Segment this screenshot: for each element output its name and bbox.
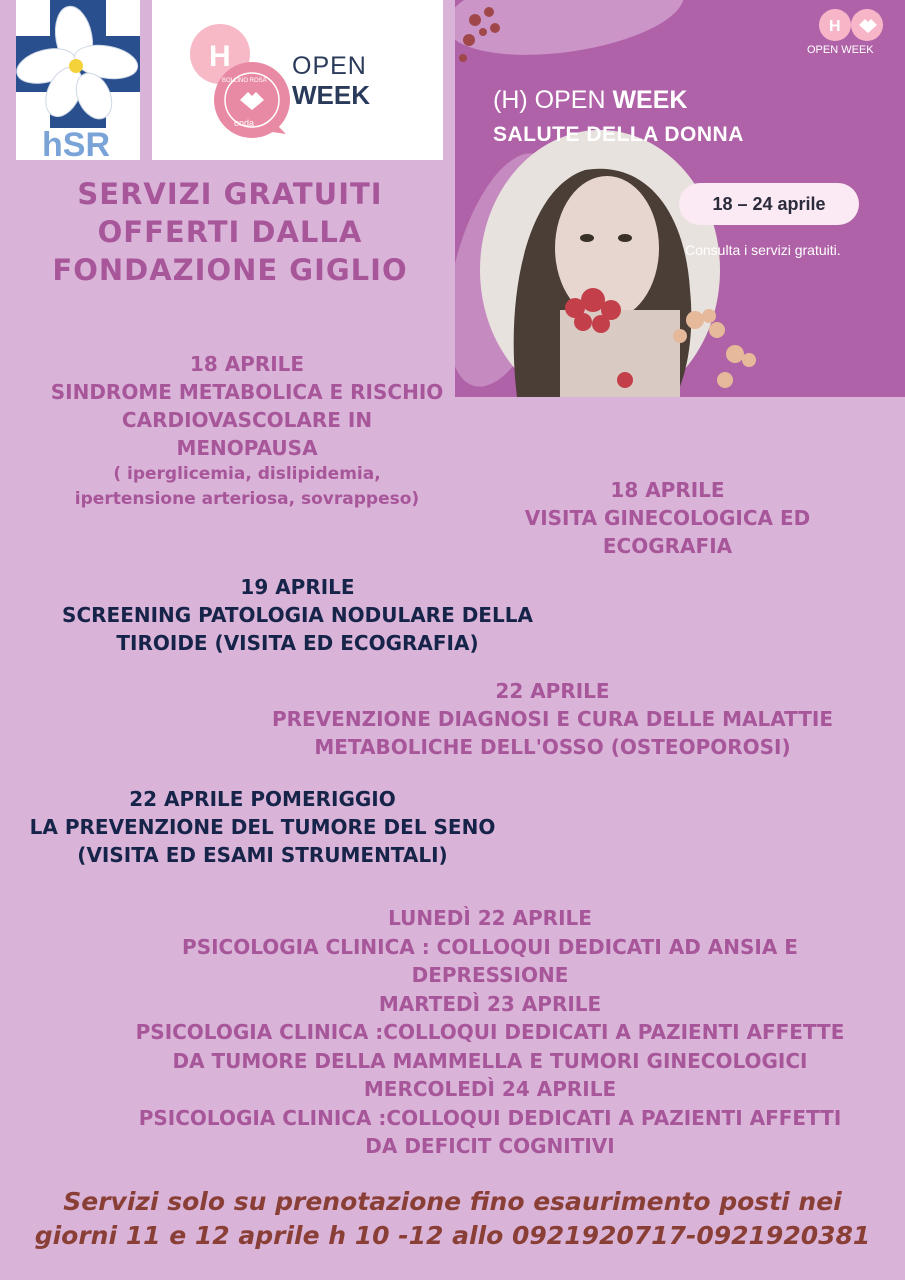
event-title-line: SCREENING PATOLOGIA NODULARE DELLA xyxy=(62,603,533,627)
event-date: MARTEDÌ 23 APRILE xyxy=(378,991,602,1016)
footer-line: giorni 11 e 12 aprile h 10 -12 allo 0921920717-0921920381 xyxy=(34,1221,871,1250)
event-title-line: PSICOLOGIA CLINICA : COLLOQUI DEDICATI AD ANSIA E xyxy=(182,934,798,959)
footer-line: Servizi solo su prenotazione fino esaurimento posti nei xyxy=(63,1187,842,1216)
svg-text:H: H xyxy=(829,18,841,35)
open-week-logo-word-week: WEEK xyxy=(292,80,370,110)
hero-brand-badge-icon xyxy=(817,8,889,42)
hospital-logo xyxy=(16,0,140,160)
hero-brand-text: OPEN WEEK xyxy=(807,44,874,56)
event-title-line: METABOLICHE DELL'OSSO (OSTEOPOROSI) xyxy=(314,735,791,759)
hospital-cross-flower-icon xyxy=(16,0,140,160)
hero-banner xyxy=(455,0,905,397)
main-heading-line: OFFERTI DALLA xyxy=(97,215,363,249)
event-title-line: DEPRESSIONE xyxy=(411,963,569,987)
event-detail-line: ipertensione arteriosa, sovrappeso) xyxy=(74,489,420,509)
event-title-line: PSICOLOGIA CLINICA :COLLOQUI DEDICATI A PAZIENTI AFFETTI xyxy=(138,1105,842,1130)
hero-brand xyxy=(807,18,889,56)
event-osteoporosis xyxy=(230,677,875,761)
event-breast-cancer-prevention xyxy=(0,785,525,869)
open-week-logo-word-open: OPEN xyxy=(292,52,367,80)
event-title-line: LA PREVENZIONE DEL TUMORE DEL SENO xyxy=(29,815,496,839)
event-date: LUNEDÌ 22 APRILE xyxy=(388,906,592,930)
event-detail-line: ( iperglicemia, dislipidemia, xyxy=(113,464,381,484)
hero-title: (H) OPEN WEEK xyxy=(493,86,688,114)
event-date: 22 APRILE xyxy=(495,679,610,703)
event-title-line: VISITA GINECOLOGICA ED xyxy=(524,506,811,530)
svg-text:H: H xyxy=(209,40,231,73)
svg-text:onda: onda xyxy=(234,118,255,128)
svg-text:BOLLINO ROSA: BOLLINO ROSA xyxy=(222,78,267,84)
hero-cta-text: Consulta i servizi gratuiti. xyxy=(685,242,841,258)
event-title-line: SINDROME METABOLICA E RISCHIO xyxy=(50,380,444,404)
main-heading xyxy=(10,175,450,289)
event-date: MERCOLEDÌ 24 APRILE xyxy=(363,1077,617,1101)
event-thyroid-screening xyxy=(20,573,575,657)
hospital-logo-text: hSR xyxy=(42,126,110,160)
event-title-line: TIROIDE (VISITA ED ECOGRAFIA) xyxy=(116,631,479,655)
event-date: 22 APRILE POMERIGGIO xyxy=(129,787,396,811)
open-week-logo xyxy=(152,0,443,160)
event-title-line: PREVENZIONE DIAGNOSI E CURA DELLE MALATTIE xyxy=(271,707,834,731)
event-metabolic-syndrome xyxy=(12,350,482,512)
event-gynecological-visit xyxy=(480,476,855,560)
hero-subtitle: SALUTE DELLA DONNA xyxy=(493,123,744,146)
main-heading-line: FONDAZIONE GIGLIO xyxy=(52,253,408,287)
event-date: 18 APRILE xyxy=(189,352,305,376)
event-title-line: DA DEFICIT COGNITIVI xyxy=(365,1134,615,1158)
event-title-line: PSICOLOGIA CLINICA :COLLOQUI DEDICATI A PAZIENTI AFFETTE xyxy=(135,1020,845,1044)
event-title-line: ECOGRAFIA xyxy=(602,534,733,558)
main-heading-line: SERVIZI GRATUITI xyxy=(77,177,383,211)
event-date: 18 APRILE xyxy=(610,478,725,502)
event-title-line: (VISITA ED ESAMI STRUMENTALI) xyxy=(77,843,448,867)
booking-footer xyxy=(20,1185,885,1253)
hero-date-pill: 18 – 24 aprile xyxy=(679,183,859,225)
event-title-line: DA TUMORE DELLA MAMMELLA E TUMORI GINECOLOGICI xyxy=(172,1048,808,1073)
event-date: 19 APRILE xyxy=(240,575,355,599)
event-title-line: CARDIOVASCOLARE IN xyxy=(121,408,373,432)
event-clinical-psychology xyxy=(90,904,890,1161)
event-title-line: MENOPAUSA xyxy=(176,436,318,460)
